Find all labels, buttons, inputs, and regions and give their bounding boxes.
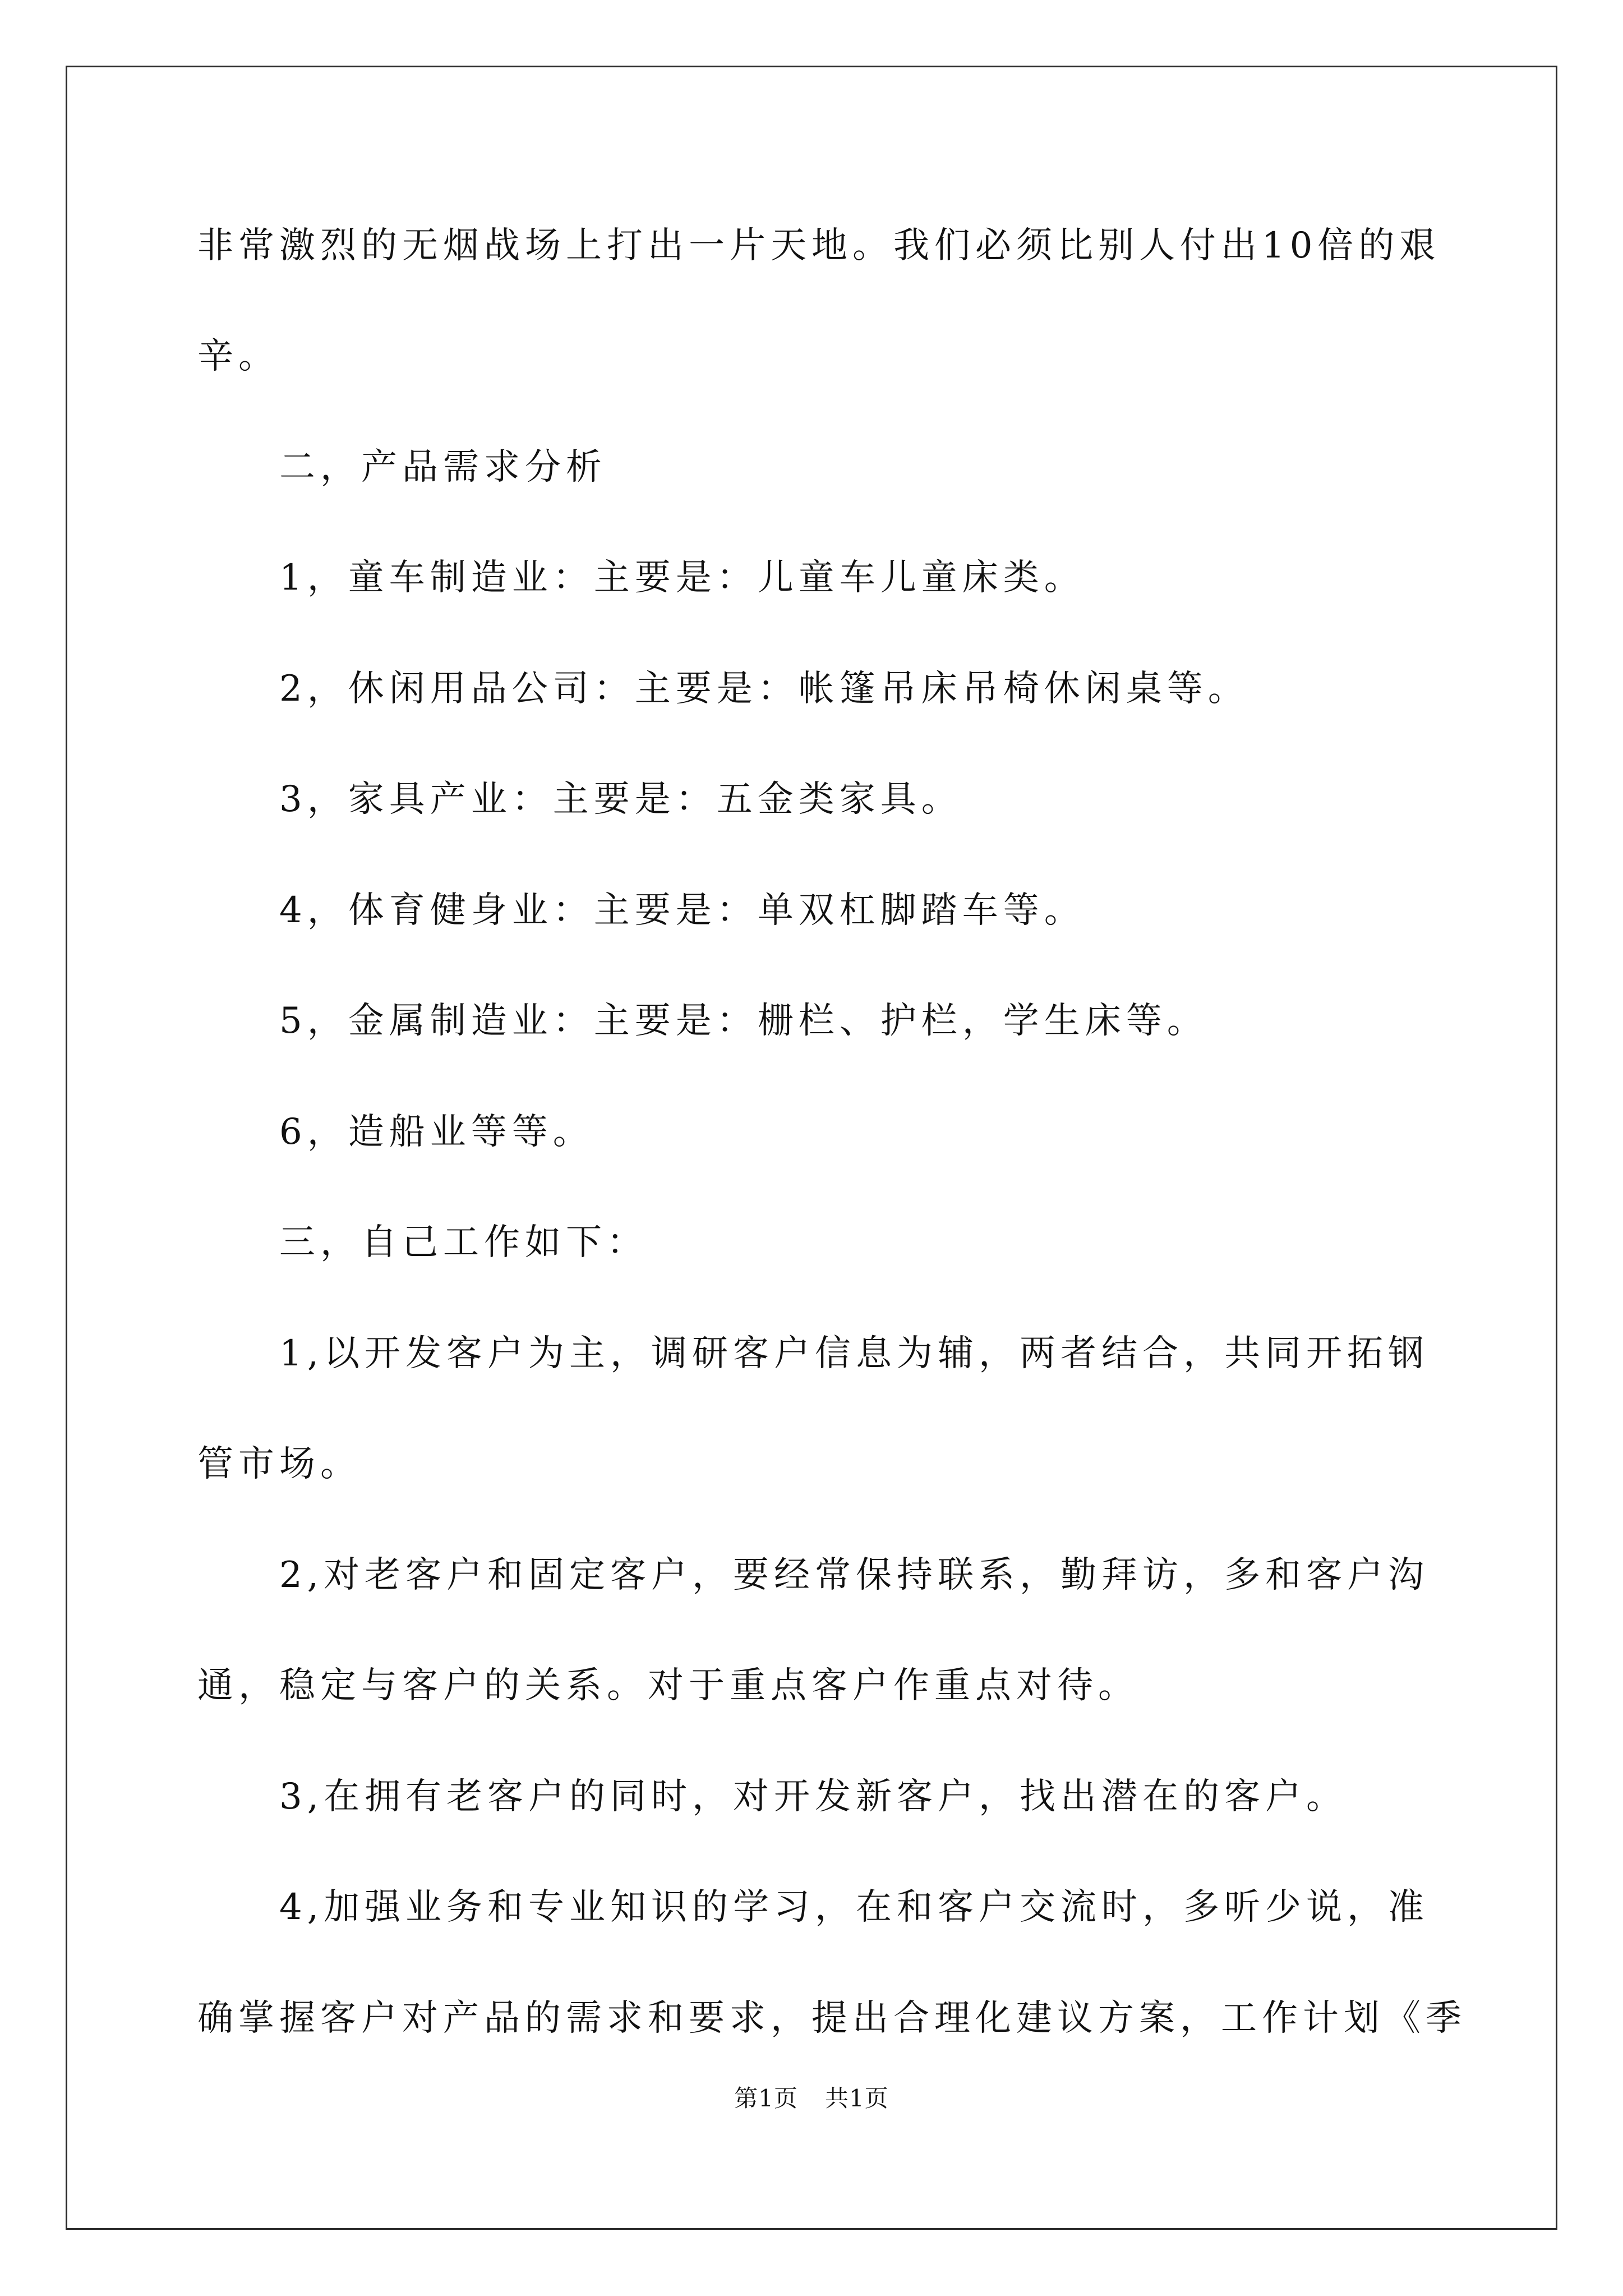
text-line: 非常激烈的无烟战场上打出一片天地。我们必须比别人付出10倍的艰 xyxy=(197,225,1441,266)
page-number-total: 共1页 xyxy=(825,2085,889,2112)
page-number-current: 第1页 xyxy=(734,2085,798,2112)
text-line: 3,在拥有老客户的同时，对开发新客户，找出潜在的客户。 xyxy=(279,1776,1348,1818)
text-line: 确掌握客户对产品的需求和要求，提出合理化建议方案，工作计划《季 xyxy=(197,1998,1467,2039)
list-item: 5，金属制造业：主要是：栅栏、护栏，学生床等。 xyxy=(279,1000,1208,1042)
list-item: 1，童车制造业：主要是：儿童车儿童床类。 xyxy=(279,557,1085,599)
list-item: 2，休闲用品公司：主要是：帐篷吊床吊椅休闲桌等。 xyxy=(279,668,1249,710)
list-item: 6，造船业等等。 xyxy=(279,1111,594,1153)
list-item: 3，家具产业：主要是：五金类家具。 xyxy=(279,779,962,820)
text-line: 1,以开发客户为主，调研客户信息为辅，两者结合，共同开拓钢 xyxy=(279,1333,1430,1374)
text-line: 辛。 xyxy=(197,335,279,377)
text-line: 通，稳定与客户的关系。对于重点客户作重点对待。 xyxy=(197,1665,1139,1706)
text-line: 4,加强业务和专业知识的学习，在和客户交流时，多听少说，准 xyxy=(279,1887,1430,1928)
text-line: 2,对老客户和固定客户，要经常保持联系，勤拜访，多和客户沟 xyxy=(279,1554,1430,1596)
page-footer xyxy=(0,2083,1623,2114)
list-item: 4，体育健身业：主要是：单双杠脚踏车等。 xyxy=(279,890,1085,931)
text-line: 管市场。 xyxy=(197,1443,361,1485)
section-heading: 二，产品需求分析 xyxy=(279,447,607,488)
section-heading: 三，自己工作如下： xyxy=(279,1222,648,1263)
